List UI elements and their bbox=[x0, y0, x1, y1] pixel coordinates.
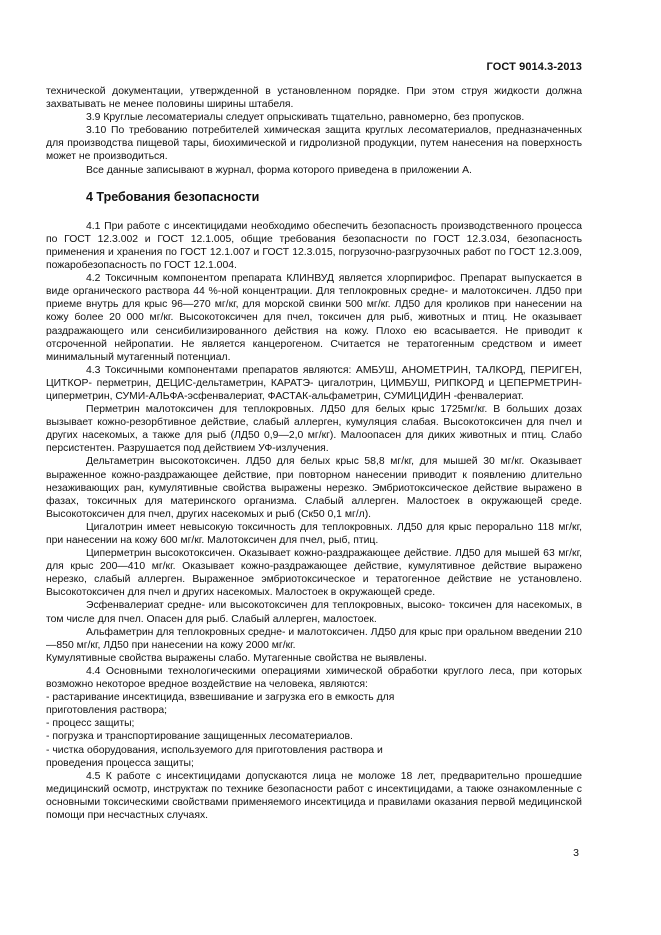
list-item-continuation: приготовления раствора; bbox=[46, 705, 168, 717]
list-item: - процесс защиты; bbox=[46, 718, 135, 730]
paragraph: технической документации, утвержденной в установленном порядке. При этом струя жидкости должна захватывать не менее половины ширины штабеля. bbox=[46, 86, 582, 111]
list-item: - растаривание инсектицида, взвешивание и загрузка его в емкость для bbox=[46, 692, 395, 704]
paragraph-3-9: 3.9 Круглые лесоматериалы следует опрыскивать тщательно, равномерно, без пропусков. bbox=[86, 112, 525, 124]
paragraph-3-10: 3.10 По требованию потребителей химическая защита круглых лесоматериалов, предназначенных для производства пищевой тары, биохимической и гидролизной продукции, путем нанесения на поверхность может не производиться. bbox=[46, 125, 582, 163]
paragraph-deltamethrin: Дельтаметрин высокотоксичен. ЛД50 для белых крыс 58,8 мг/кг, для мышей 30 мг/кг. Оказывает выраженное кожно-раздражающее действие, при повторном нанесении приводит к появлению длительно незаживающих ран, кумулятивные свойства выражены нерезко. Эмбриотоксическое действие выражено в фазах, токсичных для материнского организма. Слабый аллерген. Малостоек в окружающей среде. Высокотоксичен для пчел, других насекомых и рыб (Ск50 0,1 мг/л). bbox=[46, 456, 582, 520]
paragraph-cypermethrin: Циперметрин высокотоксичен. Оказывает кожно-раздражающее действие. ЛД50 для мышей 63 мг/кг, для крыс 200—410 мг/кг. Оказывает кожно-раздражающее действие, кумулятивное действие выражено нерезко, слабый аллерген. Выраженное эмбриотоксическое и тератогенное действие не установлено. Высокотоксичен для пчел и других насекомых. Малостоек в окружающей среде. bbox=[46, 548, 582, 599]
page-number: 3 bbox=[573, 847, 579, 859]
paragraph-4-4: 4.4 Основными технологическими операциями химической обработки круглого леса, при которых возможно некоторое вредное воздействие на человека, являются: bbox=[46, 665, 582, 691]
list-item: - чистка оборудования, используемого для приготовления раствора и bbox=[46, 744, 383, 756]
paragraph-4-5: 4.5 К работе с инсектицидами допускаются лица не моложе 18 лет, предварительно прошедшие медицинский осмотр, инструктаж по технике безопасности работ с инсектицидами, а также ознакомленные с основными токсическими свойствами применяемого инсектицида и правилами оказания первой медицинской помощи при несчастных случаях. bbox=[46, 770, 582, 821]
paragraph-cyhalothrin: Цигалотрин имеет невысокую токсичность для теплокровных. ЛД50 для крыс перорально 118 мг/кг, при нанесении на кожу 600 мг/кг. Малотоксичен для пчел, рыб, птиц. bbox=[46, 521, 582, 546]
list-item-continuation: проведения процесса защиты; bbox=[46, 757, 194, 769]
paragraph-alphamethrin: Альфаметрин для теплокровных средне- и малотоксичен. ЛД50 для крыс при оральном введении 210—850 мг/кг, ЛД50 при нанесении на кожу 2000 мг/кг. bbox=[46, 626, 582, 651]
paragraph-permethrin: Перметрин малотоксичен для теплокровных. ЛД50 для белых крыс 1725мг/кг. В больших дозах вызывает кожно-резорбтивное действие, слабый аллерген, кумуляция слабая. Высокотоксичен для пчел и других насекомых, а также для рыб (ЛД50 0,9—2,0 мг/кг). Малоопасен для диких животных и птиц. Слабо персистентен. Разрушается под действием УФ-излучения. bbox=[46, 404, 582, 455]
paragraph: Все данные записывают в журнал, форма которого приведена в приложении А. bbox=[86, 164, 472, 176]
paragraph: Кумулятивные свойства выражены слабо. Мутагенные свойства не выявлены. bbox=[46, 652, 427, 664]
section-title: 4 Требования безопасности bbox=[86, 189, 260, 204]
document-body bbox=[46, 85, 582, 822]
paragraph-4-2: 4.2 Токсичным компонентом препарата КЛИНВУД является хлорпирифос. Препарат выпускается в виде органического раствора 44 %-ной концентрации. Для теплокровных средне- и малотоксичен. ЛД50 при приеме внутрь для крыс 96—270 мг/кг, для морской свинки 500 мг/кг. ЛД50 для кроликов при нанесении на кожу более 20 000 мг/кг. Высокотоксичен для пчел, токсичен для рыб, животных и птиц. Не оказывает раздражающего или сенсибилизированного действия на кожу. Плохо ею всасывается. Не приводит к отсроченной нейропатии. Не является канцерогеном. Считается не тератогенным средством и имеет минимальный мутагенный потенциал. bbox=[46, 273, 582, 363]
paragraph-4-3: 4.3 Токсичными компонентами препаратов являются: АМБУШ, АНОМЕТРИН, ТАЛКОРД, ПЕРИГЕН, ЦИТКОР- перметрин, ДЕЦИС-дельтаметрин, КАРАТЭ- цигалотрин, ЦИМБУШ, РИПКОРД и ЦЕПЕРМЕТРИН-циперметрин, СУМИ-АЛЬФА-эсфенвалериат, ФАСТАК-альфаметрин, СУМИЦИДИН -фенвалериат. bbox=[46, 364, 582, 402]
standard-header: ГОСТ 9014.3-2013 bbox=[486, 61, 582, 73]
list-item: - погрузка и транспортирование защищенных лесоматериалов. bbox=[46, 731, 353, 743]
paragraph-esfenvalerate: Эсфенвалериат средне- или высокотоксичен для теплокровных, высоко- токсичен для насекомых, в том числе для пчел. Опасен для рыб. Слабый аллерген, малостоек. bbox=[46, 600, 582, 625]
paragraph-4-1: 4.1 При работе с инсектицидами необходимо обеспечить безопасность производственного процесса по ГОСТ 12.3.002 и ГОСТ 12.1.005, общие требования безопасности по ГОСТ 12.3.034, безопасность применения и хранения по ГОСТ 12.1.007 и ГОСТ 12.3.015, погрузочно-разгрузочных работ по ГОСТ 12.3.009, пожаробезопасность по ГОСТ 12.1.004. bbox=[46, 220, 582, 272]
